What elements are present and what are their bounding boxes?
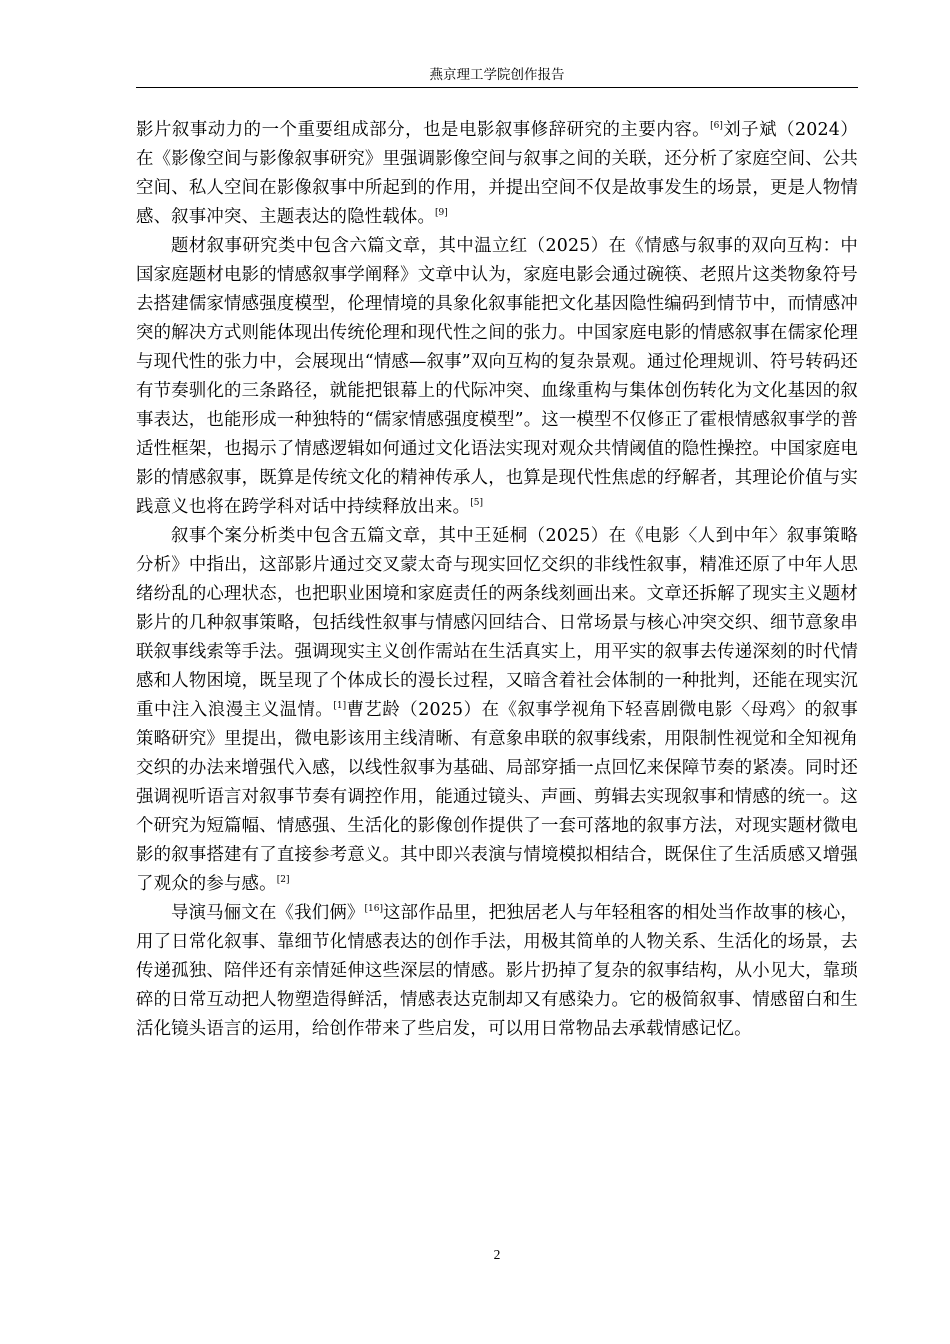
paragraph-2 <box>136 232 858 522</box>
text-run: 这部作品里，把独居老人与年轻租客的相处当作故事的核心，用了日常化叙事、靠细节化情感表达的创作手法，用极其简单的人物关系、生活化的场景，去传递孤独、陪伴还有亲情延伸这些深层的情感。影片扔掉了复杂的叙事结构，从小见大，靠琐碎的日常互动把人物塑造得鲜活，情感表达克制却又有感染力。它的极简叙事、情感留白和生活化镜头语言的运用，给创作带来了些启发，可以用日常物品去承载情感记忆。 <box>136 903 859 1039</box>
text-run: 影片叙事动力的一个重要组成部分，也是电影叙事修辞研究的主要内容。 <box>136 120 711 140</box>
paragraph-1 <box>136 116 858 232</box>
text-run: 导演马俪文在《我们俩》 <box>171 903 365 923</box>
text-run: 曹艺龄（2025）在《叙事学视角下轻喜剧微电影〈母鸡〉的叙事策略研究》里提出，微电影该用主线清晰、有意象串联的叙事线索，用限制性视觉和全知视角交织的办法来增强代入感，以线性叙事为基础、局部穿插一点回忆来保障节奏的紧凑。同时还强调视听语言对叙事节奏有调控作用，能通过镜头、声画、剪辑去实现叙事和情感的统一。这个研究为短篇幅、情感强、生活化的影像创作提供了一套可落地的叙事方法，对现实题材微电影的叙事搭建有了直接参考意义。其中即兴表演与情境模拟相结合，既保住了生活质感又增强了观众的参与感。 <box>136 700 858 894</box>
page-number-text: 2 <box>493 1247 501 1262</box>
paragraph-4 <box>136 899 858 1044</box>
citation-ref: [16] <box>364 904 384 915</box>
text-run: 刘子斌（2024）在《影像空间与影像叙事研究》里强调影像空间与叙事之间的关联，还分析了家庭空间、公共空间、私人空间在影像叙事中所起到的作用，并提出空间不仅是故事发生的场景，更是人物情感、叙事冲突、主题表达的隐性载体。 <box>136 120 859 227</box>
citation-ref: [9] <box>435 208 448 219</box>
header-title: 燕京理工学院创作报告 <box>429 67 565 83</box>
citation-ref: [1] <box>333 701 347 712</box>
body-text <box>136 116 858 1044</box>
header-divider <box>136 87 858 88</box>
page-number <box>136 1246 858 1264</box>
text-run: 题材叙事研究类中包含六篇文章，其中温立红（2025）在《情感与叙事的双向互构：中国家庭题材电影的情感叙事学阐释》文章中认为，家庭电影会通过碗筷、老照片这类物象符号去搭建儒家情感强度模型，伦理情境的具象化叙事能把文化基因隐性编码到情节中，而情感冲突的解决方式则能体现出传统伦理和现代性之间的张力。中国家庭电影的情感叙事在儒家伦理与现代性的张力中，会展现出“情感—叙事”双向互构的复杂景观。通过伦理规训、符号转码还有节奏驯化的三条路径，就能把银幕上的代际冲突、血缘重构与集体创伤转化为文化基因的叙事表达，也能形成一种独特的“儒家情感强度模型”。这一模型不仅修正了霍根情感叙事学的普适性框架，也揭示了情感逻辑如何通过文化语法实现对观众共情阈值的隐性操控。中国家庭电影的情感叙事，既算是传统文化的精神传承人，也算是现代性焦虑的纾解者，其理论价值与实践意义也将在跨学科对话中持续释放出来。 <box>136 236 858 517</box>
citation-ref: [2] <box>276 875 290 886</box>
page-header <box>136 66 858 84</box>
paragraph-3 <box>136 522 858 899</box>
text-run: 叙事个案分析类中包含五篇文章，其中王延桐（2025）在《电影〈人到中年〉叙事策略分析》中指出，这部影片通过交叉蒙太奇与现实回忆交织的非线性叙事，精准还原了中年人思绪纷乱的心理状态，也把职业困境和家庭责任的两条线刻画出来。文章还拆解了现实主义题材影片的几种叙事策略，包括线性叙事与情感闪回结合、日常场景与核心冲突交织、细节意象串联叙事线索等手法。强调现实主义创作需站在生活真实上，用平实的叙事去传递深刻的时代情感和人物困境，既呈现了个体成长的漫长过程，又暗含着社会体制的一种批判，还能在现实沉重中注入浪漫主义温情。 <box>136 526 858 720</box>
citation-ref: [6] <box>710 121 723 132</box>
citation-ref: [5] <box>470 498 483 509</box>
